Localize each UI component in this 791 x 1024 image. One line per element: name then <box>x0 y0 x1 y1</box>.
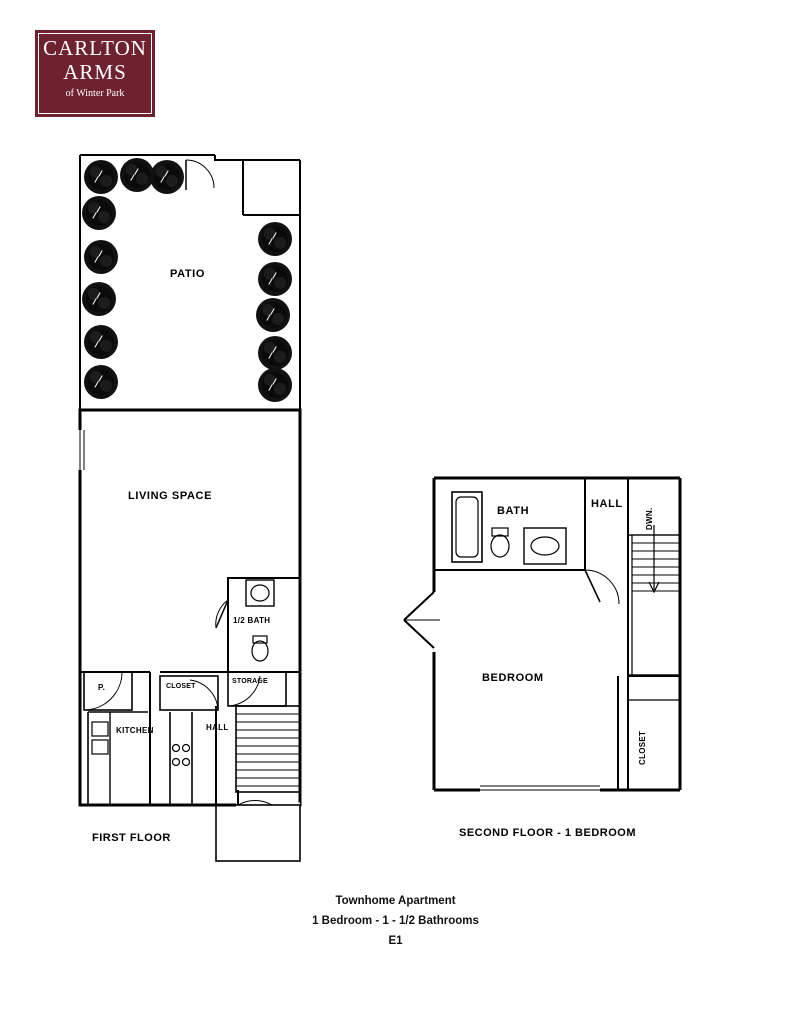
room-label-hall-first: HALL <box>206 723 229 732</box>
room-label-hall-second: HALL <box>591 498 623 510</box>
room-label-closet-second: CLOSET <box>638 730 647 765</box>
second-floor-caption: SECOND FLOOR - 1 BEDROOM <box>459 827 637 839</box>
room-label-closet: CLOSET <box>166 683 196 690</box>
room-label-down: DWN. <box>645 507 654 530</box>
first-floor-caption: FIRST FLOOR <box>92 832 171 844</box>
room-label-half-bath: 1/2 BATH <box>233 616 271 625</box>
footer-line-2: 1 Bedroom - 1 - 1/2 Bathrooms <box>312 915 479 927</box>
room-label-bath: BATH <box>497 505 530 517</box>
logo-line-3: of Winter Park <box>65 88 125 99</box>
footer-line-1: Townhome Apartment <box>335 895 456 907</box>
room-label-living-space: LIVING SPACE <box>128 490 213 502</box>
room-label-patio: PATIO <box>170 268 205 280</box>
room-label-storage: STORAGE <box>232 678 268 685</box>
footer-line-3: E1 <box>388 935 403 947</box>
logo-line-1: CARLTON <box>43 36 147 60</box>
room-label-pantry: P. <box>98 683 106 692</box>
room-label-bedroom: BEDROOM <box>482 672 544 684</box>
logo-line-2: ARMS <box>63 60 127 84</box>
room-label-kitchen: KITCHEN <box>116 726 154 735</box>
